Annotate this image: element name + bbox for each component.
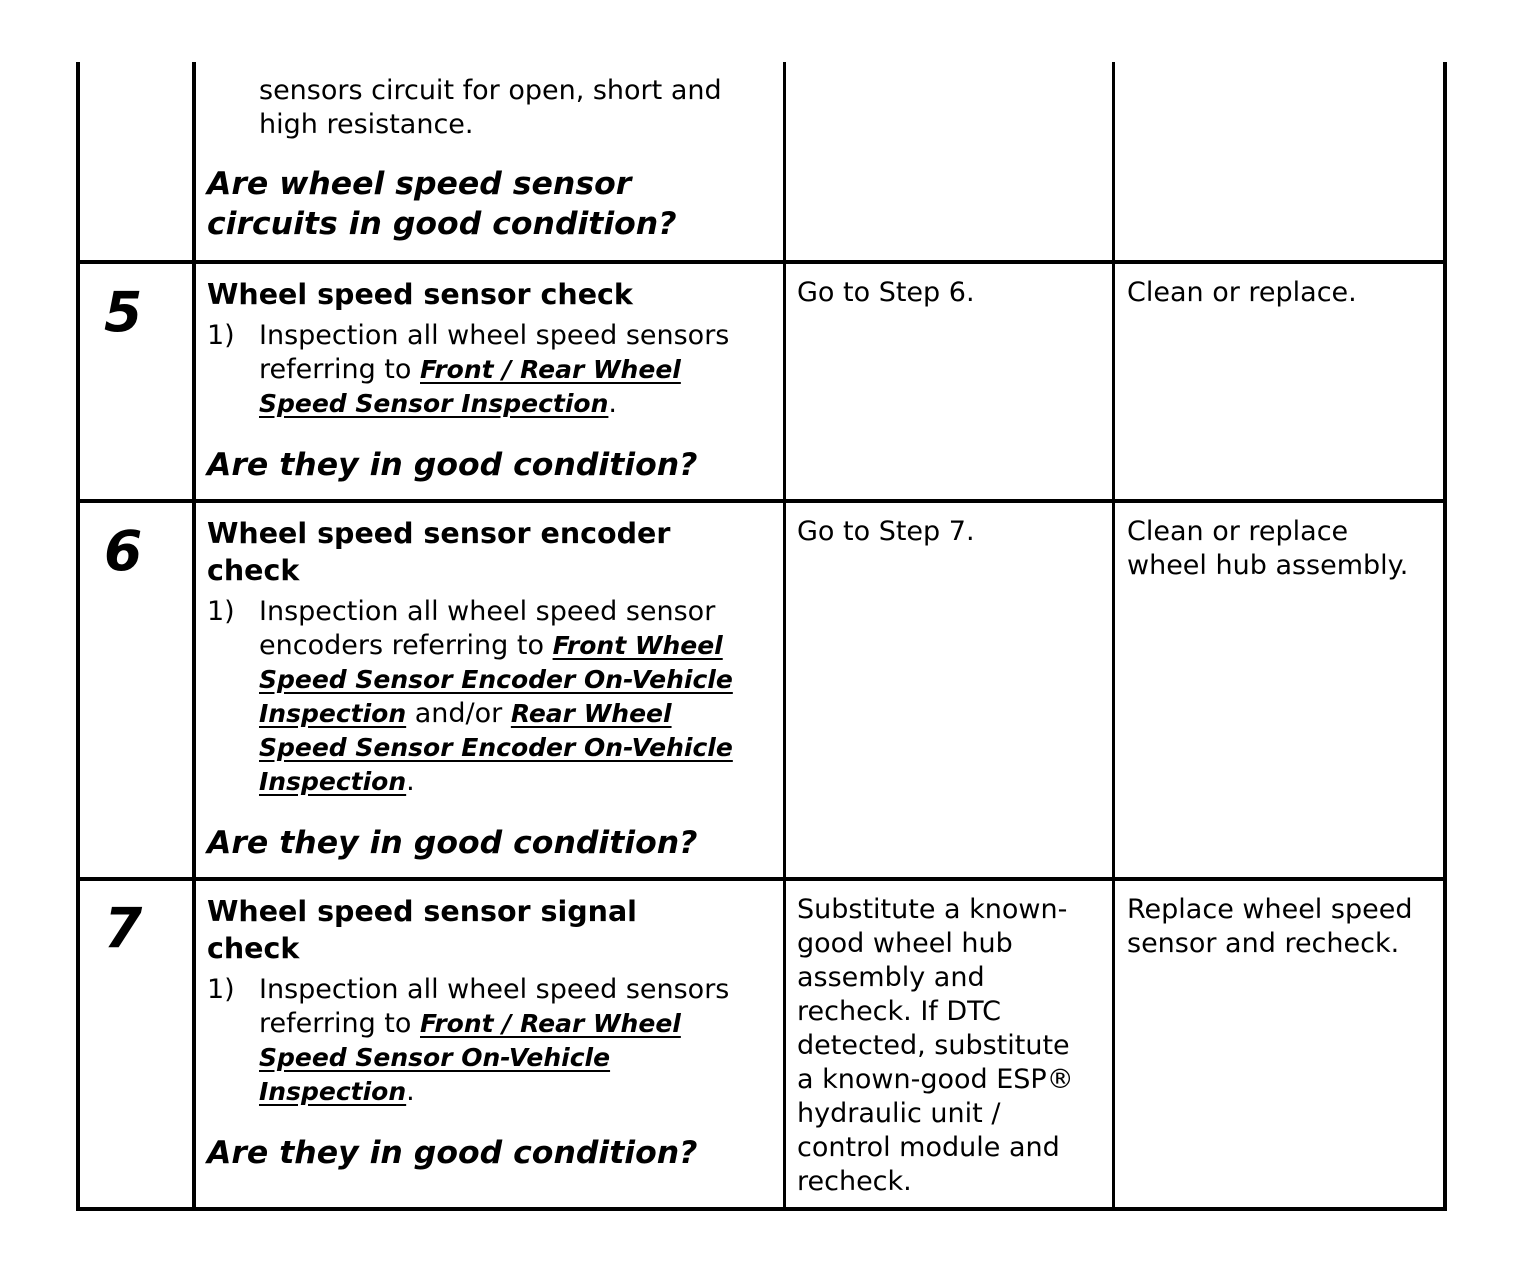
item-number: 1): [207, 974, 235, 1005]
step-number: 5: [104, 280, 143, 344]
yes-line: Substitute a known-: [797, 894, 1068, 925]
yes-line: a known-good ESP®: [797, 1064, 1074, 1095]
title-line: Wheel speed sensor encoder: [207, 517, 671, 550]
item-text: .: [406, 766, 415, 797]
item-text: .: [406, 1076, 415, 1107]
item-line: Inspection all wheel speed sensors: [259, 974, 730, 1005]
yes-line: hydraulic unit /: [797, 1098, 1001, 1129]
item-number: 1): [207, 320, 235, 351]
yes-line: control module and: [797, 1132, 1060, 1163]
item-text: .: [608, 388, 617, 419]
reference-link[interactable]: Front / Rear Wheel: [420, 1009, 681, 1038]
item-line: Inspection all wheel speed sensor: [259, 596, 716, 627]
row-divider-2: [76, 499, 1447, 503]
yes-line: recheck. If DTC: [797, 996, 1001, 1027]
column-divider-2: [783, 62, 786, 1211]
reference-link[interactable]: Front Wheel: [552, 631, 723, 660]
reference-link[interactable]: Rear Wheel: [510, 699, 672, 728]
step-action-cell: [207, 893, 777, 1173]
item-line: [259, 1041, 777, 1075]
item-line: [259, 663, 777, 697]
item-line: [259, 1007, 777, 1041]
item-text: encoders referring to: [259, 630, 553, 661]
top-row-text: [207, 74, 777, 142]
top-row-text-line: high resistance.: [259, 109, 474, 140]
no-line: wheel hub assembly.: [1127, 550, 1409, 581]
yes-line: detected, substitute: [797, 1030, 1070, 1061]
reference-link[interactable]: Speed Sensor Encoder On-Vehicle: [259, 665, 733, 694]
step-action-cell: [207, 515, 777, 863]
step-yes-cell: Go to Step 7.: [797, 516, 975, 547]
item-line: [259, 1075, 777, 1109]
step-title: Wheel speed sensor check: [207, 278, 633, 311]
question-line: Are wheel speed sensor: [207, 166, 632, 202]
title-line: check: [207, 554, 300, 587]
table-border-left: [76, 62, 80, 1211]
step-item: [207, 973, 777, 1109]
column-divider-3: [1112, 62, 1115, 1211]
top-row-action-cell: [207, 74, 777, 244]
reference-link[interactable]: Inspection: [259, 699, 407, 728]
item-line: Inspection all wheel speed sensors: [259, 320, 730, 351]
item-line: [259, 629, 777, 663]
item-line: [259, 731, 777, 765]
row-divider-3: [76, 877, 1447, 881]
step-yes-cell: Go to Step 6.: [797, 277, 975, 308]
reference-link[interactable]: Speed Sensor On-Vehicle: [259, 1043, 611, 1072]
step-no-cell: Clean or replace.: [1127, 277, 1357, 308]
table-border-bottom: [76, 1207, 1447, 1211]
yes-line: good wheel hub: [797, 928, 1013, 959]
yes-line: recheck.: [797, 1166, 912, 1197]
item-number: 1): [207, 596, 235, 627]
no-line: Replace wheel speed: [1127, 894, 1413, 925]
step-item: [207, 595, 777, 799]
step-no-cell: [1127, 893, 1437, 961]
step-question: Are they in good condition?: [207, 825, 698, 861]
step-question: Are they in good condition?: [207, 447, 698, 483]
reference-link[interactable]: Inspection: [259, 767, 407, 796]
top-row-question: [207, 164, 777, 244]
step-number: 6: [104, 519, 143, 583]
no-line: sensor and recheck.: [1127, 928, 1400, 959]
item-line: [259, 697, 777, 731]
step-no-cell: [1127, 515, 1437, 583]
step-yes-cell: [797, 893, 1107, 1199]
step-title: [207, 893, 777, 967]
yes-line: assembly and: [797, 962, 985, 993]
step-title: [207, 515, 777, 589]
top-row-text-line: sensors circuit for open, short and: [259, 75, 722, 106]
item-text: referring to: [259, 354, 420, 385]
reference-link[interactable]: Front / Rear Wheel: [420, 355, 681, 384]
column-divider-1: [192, 62, 196, 1211]
item-line: [259, 387, 777, 421]
row-divider-1: [76, 260, 1447, 264]
item-line: [259, 353, 777, 387]
step-question: Are they in good condition?: [207, 1135, 698, 1171]
step-item: [207, 319, 777, 421]
reference-link[interactable]: Inspection: [259, 1077, 407, 1106]
title-line: check: [207, 932, 300, 965]
item-line: [259, 765, 777, 799]
table-border-right: [1443, 62, 1447, 1211]
no-line: Clean or replace: [1127, 516, 1349, 547]
reference-link[interactable]: Speed Sensor Encoder On-Vehicle: [259, 733, 733, 762]
step-action-cell: [207, 276, 777, 485]
question-line: circuits in good condition?: [207, 206, 677, 242]
reference-link[interactable]: Speed Sensor Inspection: [259, 389, 609, 418]
item-text: referring to: [259, 1008, 420, 1039]
title-line: Wheel speed sensor signal: [207, 895, 637, 928]
step-number: 7: [104, 896, 143, 960]
item-text: and/or: [406, 698, 511, 729]
